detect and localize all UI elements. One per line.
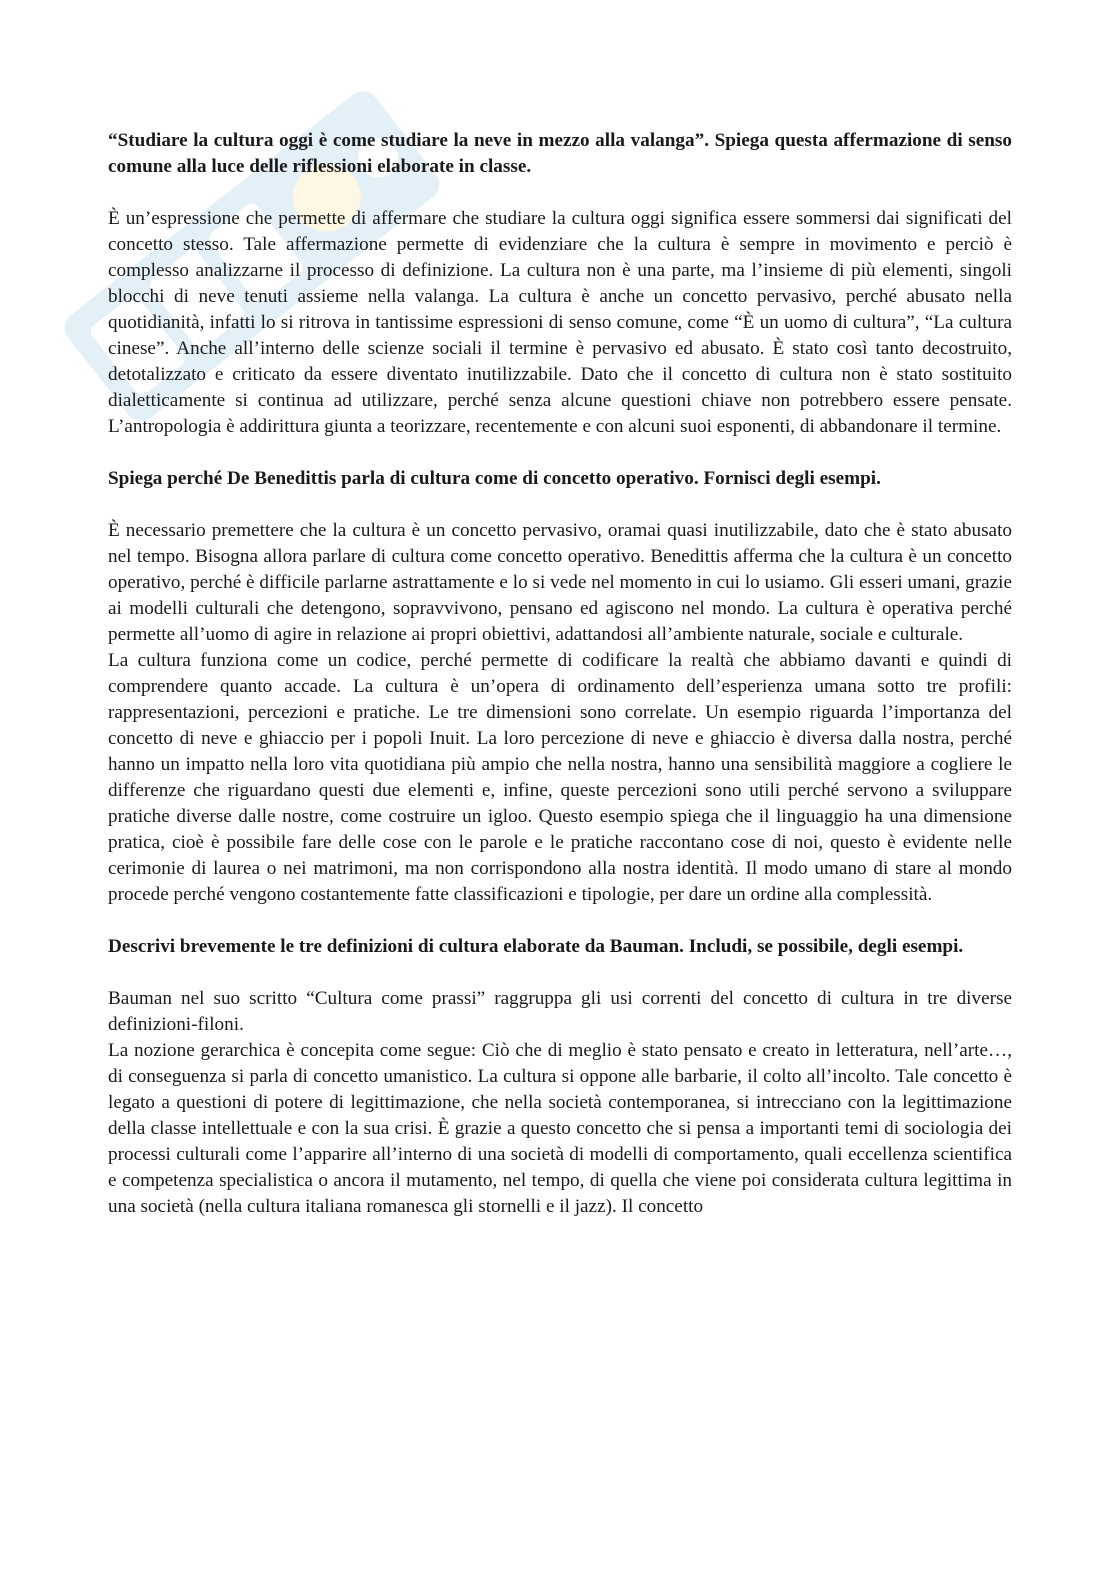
answer-paragraph: È necessario premettere che la cultura è un concetto pervasivo, oramai quasi inutilizzabile, dato che è stato abusato nel tempo. Bisogna allora parlare di cultura come concetto operativo. Benedittis afferma che la cultura è un concetto operativo, perché è difficile parlarne astrattamente e lo si vede nel momento in cui lo usiamo. Gli esseri umani, grazie ai modelli culturali che detengono, sopravvivono, pensano ed agiscono nel mondo. La cultura è operativa perché permette all’uomo di agire in relazione ai propri obiettivi, adattandosi all’ambiente naturale, sociale e culturale. [108,520,1012,645]
question-heading: Spiega perché De Benedittis parla di cultura come di concetto operativo. Fornisci degli esempi. [108,468,881,489]
answer-paragraph: La nozione gerarchica è concepita come segue: Ciò che di meglio è stato pensato e creato in letteratura, nell’arte…, di conseguenza si parla di concetto umanistico. La cultura si oppone alle barbarie, il colto all’incolto. Tale concetto è legato a questioni di potere di legittimazione, che nella società contemporanea, si intrecciano con la legittimazione della classe intellettuale e con la sua crisi. È grazie a questo concetto che si pensa a importanti temi di sociologia dei processi culturali come l’apparire all’interno di una società di modelli di comportamento, quali eccellenza scientifica e competenza specialistica o ancora il mutamento, nel tempo, di quella che viene poi considerata cultura legittima in una società (nella cultura italiana romanesca gli stornelli e il jazz). Il concetto [108,1040,1012,1217]
question-heading: “Studiare la cultura oggi è come studiare la neve in mezzo alla valanga”. Spiega questa affermazione di senso comune alla luce delle riflessioni elaborate in classe. [108,130,1012,177]
answer-paragraph: È un’espressione che permette di affermare che studiare la cultura oggi significa essere sommersi dai significati del concetto stesso. Tale affermazione permette di evidenziare che la cultura è sempre in movimento e perciò è complesso analizzarne il processo di definizione. La cultura non è una parte, ma l’insieme di più elementi, singoli blocchi di neve tenuti assieme nella valanga. La cultura è anche un concetto pervasivo, perché abusato nella quotidianità, infatti lo si ritrova in tantissime espressioni di senso comune, come “È un uomo di cultura”, “La cultura cinese”. Anche all’interno delle scienze sociali il termine è pervasivo ed abusato. È stato così tanto decostruito, detotalizzato e criticato da essere diventato inutilizzabile. Dato che il concetto di cultura non è stato sostituito dialetticamente si continua ad utilizzare, perché senza alcune questioni chiave non potrebbero essere pensate. L’antropologia è addirittura giunta a teorizzare, recentemente e con alcuni suoi esponenti, di abbandonare il termine. [108,208,1012,437]
answer-paragraph: La cultura funziona come un codice, perché permette di codificare la realtà che abbiamo davanti e quindi di comprendere quanto accade. La cultura è un’opera di ordinamento dell’esperienza umana sotto tre profili: rappresentazioni, percezioni e pratiche. Le tre dimensioni sono correlate. Un esempio riguarda l’importanza del concetto di neve e ghiaccio per i popoli Inuit. La loro percezione di neve e ghiaccio è diversa dalla nostra, perché hanno un impatto nella loro vita quotidiana più ampio che nella nostra, hanno una sensibilità maggiore a cogliere le differenze che riguardano questi due elementi e, infine, queste percezioni sono utili perché servono a sviluppare pratiche diverse dalle nostre, come costruire un igloo. Questo esempio spiega che il linguaggio ha una dimensione pratica, cioè è possibile fare delle cose con le parole e le pratiche raccontano cose di noi, questo è evidente nelle cerimonie di laurea o nei matrimoni, ma non corrispondono alla nostra identità. Il modo umano di stare al mondo procede perché vengono costantemente fatte classificazioni e tipologie, per dare un ordine alla complessità. [108,650,1012,905]
question-heading: Descrivi brevemente le tre definizioni di cultura elaborate da Bauman. Includi, se possibile, degli esempi. [108,936,964,957]
document-page [108,128,1012,1220]
answer-paragraph: Bauman nel suo scritto “Cultura come prassi” raggruppa gli usi correnti del concetto di cultura in tre diverse definizioni-filoni. [108,988,1012,1035]
